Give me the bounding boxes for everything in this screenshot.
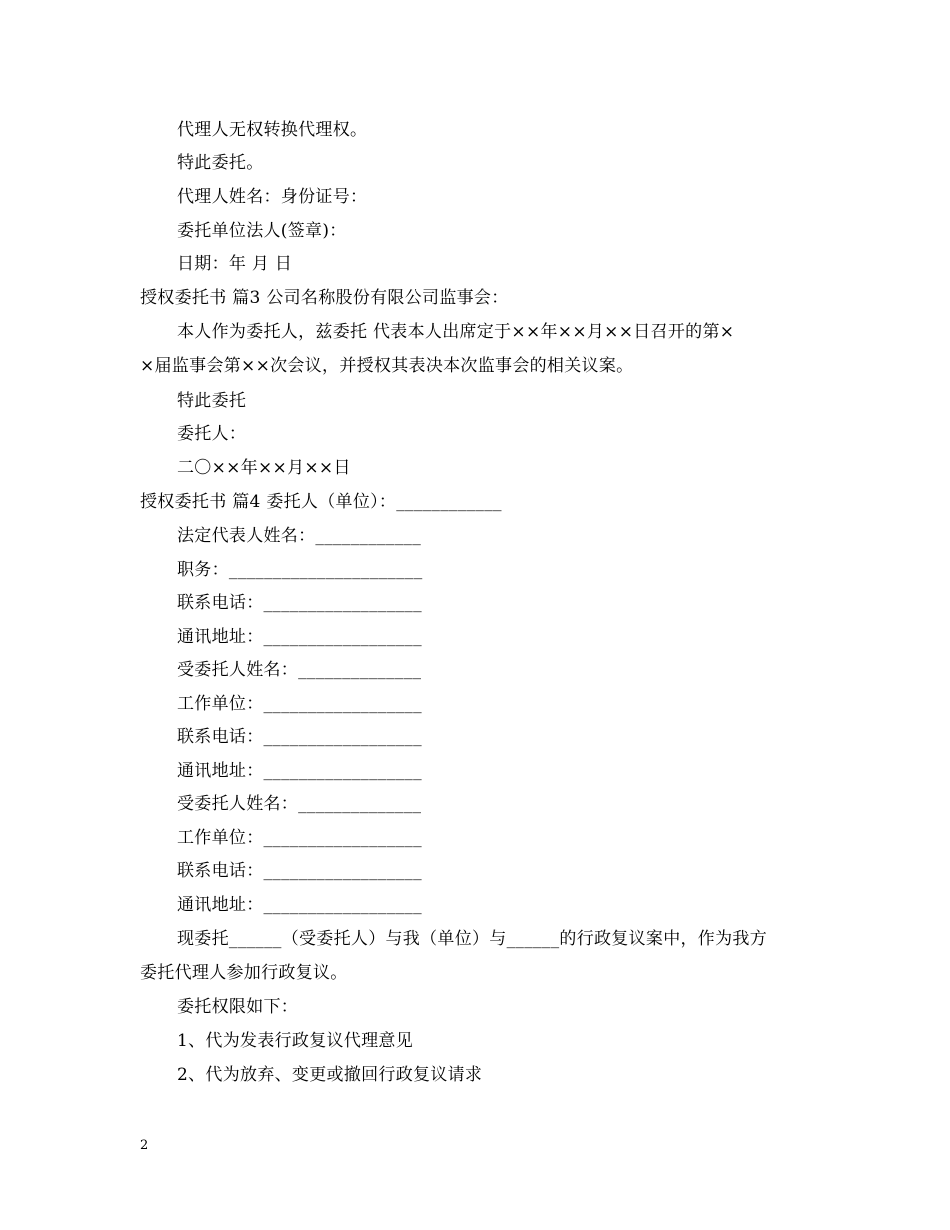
text-line: ×届监事会第××次会议，并授权其表决本次监事会的相关议案。 — [140, 356, 634, 376]
text-line: 受委托人姓名：______________ — [177, 660, 422, 680]
text-line: 代理人姓名：身份证号： — [177, 187, 368, 207]
text-line: 代理人无权转换代理权。 — [177, 120, 368, 140]
text-line: 通讯地址：__________________ — [177, 627, 422, 647]
text-line: 联系电话：__________________ — [177, 593, 422, 613]
text-line: 委托人： — [177, 424, 247, 444]
text-line: 通讯地址：__________________ — [177, 761, 422, 781]
text-line: 日期：年 月 日 — [177, 254, 293, 274]
text-line: 特此委托 — [177, 391, 247, 411]
text-line: 工作单位：__________________ — [177, 694, 422, 714]
section-heading: 授权委托书 篇3 公司名称股份有限公司监事会： — [140, 288, 509, 308]
text-line: 联系电话：__________________ — [177, 727, 422, 747]
text-line: 现委托______（受委托人）与我（单位）与______的行政复议案中，作为我方 — [177, 929, 767, 949]
text-line: 受委托人姓名：______________ — [177, 794, 422, 814]
list-item: 1、代为发表行政复议代理意见 — [177, 1031, 414, 1051]
text-line: 特此委托。 — [177, 153, 264, 173]
text-line: 法定代表人姓名：____________ — [177, 526, 421, 546]
text-line: 通讯地址：__________________ — [177, 895, 422, 915]
text-line: 联系电话：__________________ — [177, 861, 422, 881]
text-line: 本人作为委托人，兹委托 代表本人出席定于××年××月××日召开的第× — [177, 322, 735, 342]
list-item: 2、代为放弃、变更或撤回行政复议请求 — [177, 1065, 483, 1085]
text-line: 委托权限如下： — [177, 997, 299, 1017]
text-line: 工作单位：__________________ — [177, 828, 422, 848]
text-line: 职务：______________________ — [177, 560, 423, 580]
text-line: 二〇××年××月××日 — [177, 458, 351, 478]
text-line: 委托单位法人(签章)： — [177, 221, 347, 241]
page-number: 2 — [140, 1138, 149, 1153]
text-line: 委托代理人参加行政复议。 — [140, 963, 348, 983]
section-heading: 授权委托书 篇4 委托人（单位）：____________ — [140, 492, 502, 512]
